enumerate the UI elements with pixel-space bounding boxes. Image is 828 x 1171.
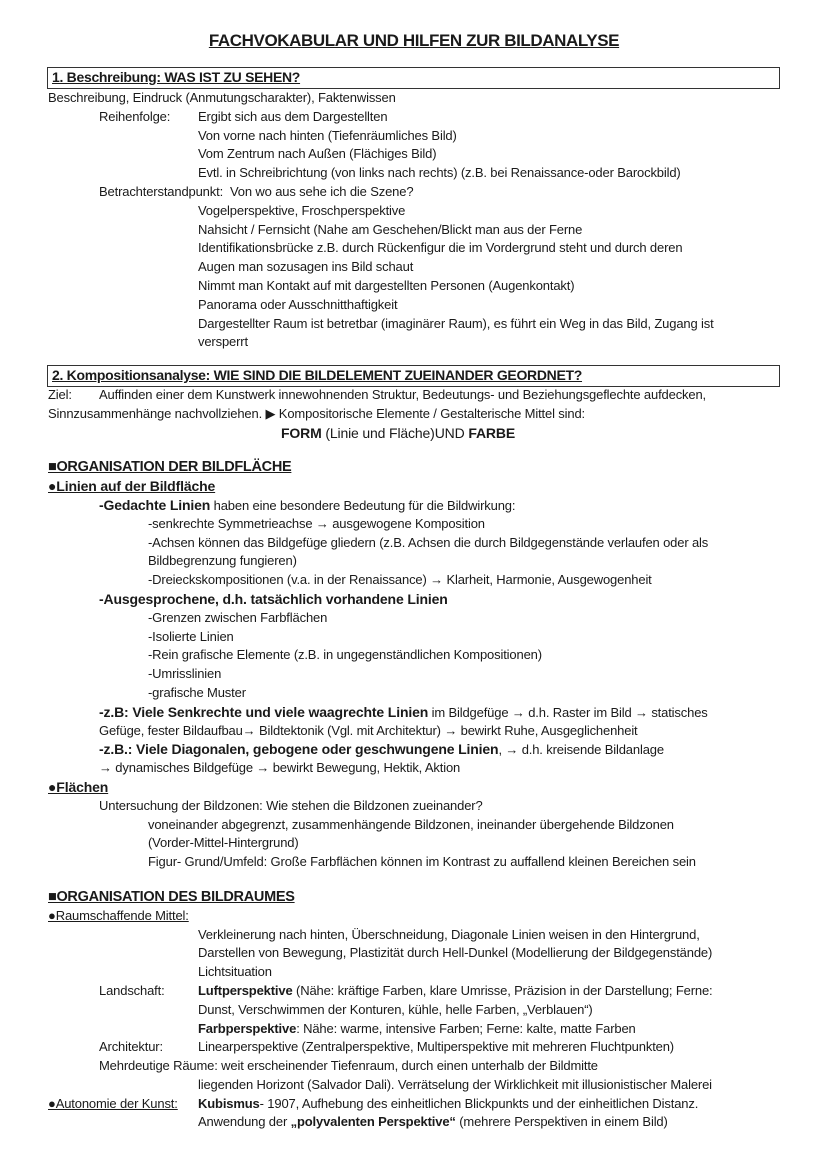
linien-heading: ●Linien auf der Bildfläche bbox=[48, 478, 216, 495]
form-text: (Linie und Fläche)UND bbox=[321, 424, 469, 441]
zb2-text: , → d.h. kreisende Bildanlage bbox=[498, 742, 664, 758]
list-item: Nimmt man Kontakt auf mit dargestellten Personen (Augenkontakt) bbox=[198, 277, 575, 293]
mehrdeutig-text-2: liegenden Horizont (Salvador Dali). Verrätselung der Wirklichkeit mit illusionistischer Malerei bbox=[198, 1076, 712, 1092]
list-item: -Umrisslinien bbox=[148, 666, 222, 682]
section-1-body bbox=[48, 89, 788, 352]
list-item: Augen man sozusagen ins Bild schaut bbox=[198, 259, 414, 275]
kubismus-label: Kubismus bbox=[198, 1095, 260, 1111]
gedachte-text: haben eine besondere Bedeutung für die Bildwirkung: bbox=[210, 497, 516, 513]
list-item: Dargestellter Raum ist betretbar (imaginärer Raum), es führt ein Weg in das Bild, Zugang ist bbox=[198, 315, 714, 331]
list-item: -Grenzen zwischen Farbflächen bbox=[148, 609, 328, 625]
flaechen-heading: ●Flächen bbox=[48, 778, 109, 795]
list-item: -Achsen können das Bildgefüge gliedern (z.B. Achsen die durch Bildgegenstände verlaufen oder als bbox=[148, 534, 709, 550]
list-item: -Isolierte Linien bbox=[148, 628, 234, 644]
farbe-label: FARBE bbox=[468, 424, 516, 441]
page-title: FACHVOKABULAR UND HILFEN ZUR BILDANALYSE bbox=[208, 31, 620, 50]
section-2-header bbox=[47, 365, 780, 387]
org-flaeche-heading: ■ORGANISATION DER BILDFLÄCHE bbox=[48, 459, 292, 476]
gedachte-label: -Gedachte Linien bbox=[99, 496, 211, 513]
zb1-text-2: Gefüge, fester Bildaufbau→ Bildtektonik (Vgl. mit Architektur) → bewirkt Ruhe, Ausgeglichenheit bbox=[99, 722, 638, 738]
kubismus-text: - 1907, Aufhebung des einheitlichen Blickpunkts und der einheitlichen Distanz. bbox=[259, 1095, 699, 1111]
list-item: Evtl. in Schreibrichtung (von links nach rechts) (z.B. bei Renaissance-oder Barockbild) bbox=[198, 165, 681, 181]
raum-heading: ●Raumschaffende Mittel: bbox=[48, 907, 189, 923]
list-item: -senkrechte Symmetrieachse → ausgewogene Komposition bbox=[148, 515, 485, 531]
anwendung-text-2: (mehrere Perspektiven in einem Bild) bbox=[455, 1114, 668, 1130]
architektur-label: Architektur: bbox=[99, 1039, 163, 1055]
section-1-heading: 1. Beschreibung: WAS IST ZU SEHEN? bbox=[52, 69, 301, 85]
list-item: Von vorne nach hinten (Tiefenräumliches Bild) bbox=[198, 127, 457, 143]
org-raum-heading: ■ORGANISATION DES BILDRAUMES bbox=[48, 888, 295, 905]
section-2-heading: 2. Kompositionsanalyse: WIE SIND DIE BILDELEMENT ZUEINANDER GEORDNET? bbox=[52, 367, 583, 383]
list-item: Verkleinerung nach hinten, Überschneidung, Diagonale Linien weisen in den Hintergrund, bbox=[198, 926, 700, 942]
mehrdeutig-text: Mehrdeutige Räume: weit erscheinender Tiefenraum, durch einen unterhalb der Bildmitte bbox=[99, 1058, 598, 1074]
autonomie-label: ●Autonomie der Kunst: bbox=[48, 1095, 178, 1111]
zb2-text-2: → dynamisches Bildgefüge → bewirkt Bewegung, Hektik, Aktion bbox=[99, 760, 461, 776]
list-item: Bildbegrenzung fungieren) bbox=[148, 553, 297, 569]
list-item: Vogelperspektive, Froschperspektive bbox=[198, 202, 406, 218]
zb1-text: im Bildgefüge → d.h. Raster im Bild → statisches bbox=[428, 704, 708, 720]
list-item: Identifikationsbrücke z.B. durch Rückenfigur die im Vordergrund steht und durch deren bbox=[198, 240, 683, 256]
architektur-text: Linearperspektive (Zentralperspektive, Multiperspektive mit mehreren Fluchtpunkten) bbox=[198, 1039, 674, 1055]
betrachter-question: Von wo aus sehe ich die Szene? bbox=[229, 183, 414, 199]
anwendung-text: Anwendung der bbox=[198, 1114, 291, 1130]
list-item: Ergibt sich aus dem Dargestellten bbox=[198, 108, 388, 124]
section-2-body bbox=[48, 386, 788, 1132]
reihenfolge-label: Reihenfolge: bbox=[99, 108, 171, 124]
list-item: -Rein grafische Elemente (z.B. in ungegenständlichen Kompositionen) bbox=[148, 647, 542, 663]
list-item: voneinander abgegrenzt, zusammenhängende Bildzonen, ineinander übergehende Bildzonen bbox=[148, 816, 674, 832]
list-item: Panorama oder Ausschnitthaftigkeit bbox=[198, 296, 398, 312]
list-item: -grafische Muster bbox=[148, 684, 246, 700]
farbp-text: : Nähe: warme, intensive Farben; Ferne: kalte, matte Farben bbox=[296, 1020, 636, 1036]
section-1-header bbox=[47, 67, 780, 89]
ziel-label: Ziel: bbox=[48, 387, 72, 402]
flaechen-text: Untersuchung der Bildzonen: Wie stehen die Bildzonen zueinander? bbox=[99, 797, 483, 813]
list-item: Lichtsituation bbox=[198, 964, 272, 980]
list-item: Nahsicht / Fernsicht (Nahe am Geschehen/Blickt man aus der Ferne bbox=[198, 221, 583, 237]
list-item: Figur- Grund/Umfeld: Große Farbflächen können im Kontrast zu auffallend kleinen Bereichen sein bbox=[148, 854, 696, 870]
list-item: Vom Zentrum nach Außen (Flächiges Bild) bbox=[198, 146, 437, 162]
form-label: FORM bbox=[280, 424, 322, 441]
ziel-text: Auffinden einer dem Kunstwerk innewohnenden Struktur, Bedeutungs- und Beziehungsgeflechte aufdecken, bbox=[99, 387, 707, 402]
ziel-text-2: Sinnzusammenhänge nachvollziehen. ▶ Kompositorische Elemente / Gestalterische Mittel sind: bbox=[48, 405, 585, 421]
luft-text: (Nähe: kräftige Farben, klare Umrisse, Präzision in der Darstellung; Ferne: bbox=[292, 982, 713, 998]
zb2-label: -z.B.: Viele Diagonalen, gebogene oder geschwungene Linien bbox=[99, 741, 499, 758]
list-item: Darstellen von Bewegung, Plastizität durch Hell-Dunkel (Modellierung der Bildgegenstände) bbox=[198, 945, 713, 961]
list-item: versperrt bbox=[198, 334, 248, 350]
zb1-label: -z.B: Viele Senkrechte und viele waagrechte Linien bbox=[99, 703, 429, 720]
intro: Beschreibung, Eindruck (Anmutungscharakter), Faktenwissen bbox=[48, 90, 396, 105]
ausgesprochen-label: -Ausgesprochene, d.h. tatsächlich vorhandene Linien bbox=[99, 590, 448, 607]
list-item: -Dreieckskompositionen (v.a. in der Renaissance) → Klarheit, Harmonie, Ausgewogenheit bbox=[148, 572, 652, 588]
betrachter-label: Betrachterstandpunkt: bbox=[99, 183, 224, 199]
farbp-label: Farbperspektive bbox=[198, 1020, 297, 1036]
luft-text-2: Dunst, Verschwimmen der Konturen, kühle, helle Farben, „Verblauen“) bbox=[198, 1001, 593, 1017]
landschaft-label: Landschaft: bbox=[99, 982, 165, 998]
list-item: (Vorder-Mittel-Hintergrund) bbox=[148, 835, 299, 851]
anwendung-bold: „polyvalenten Perspektive“ bbox=[290, 1114, 456, 1130]
luft-label: Luftperspektive bbox=[198, 982, 293, 998]
